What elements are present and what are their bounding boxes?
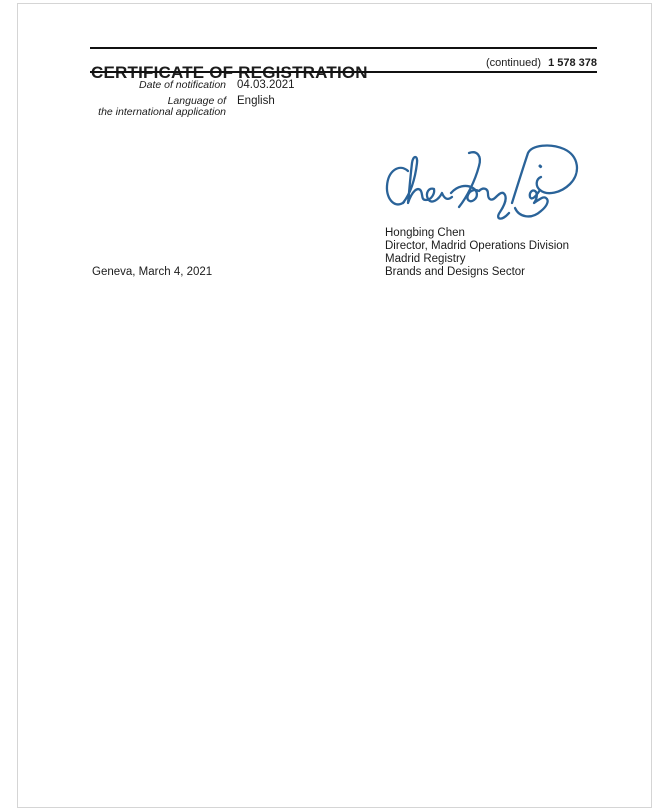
registration-number: 1 578 378 (548, 57, 597, 69)
place-and-date: Geneva, March 4, 2021 (92, 266, 213, 278)
header-bottom-rule (90, 71, 597, 73)
field-label-line: Date of notification (139, 79, 226, 91)
signer-block (385, 227, 569, 279)
signer-department: Madrid Registry (385, 253, 466, 265)
field-label-line: the international application (98, 105, 226, 118)
field-label-date-of-notification (90, 80, 226, 91)
field-label-line: Language of (167, 95, 226, 107)
field-label-language (90, 96, 226, 117)
signer-name: Hongbing Chen (385, 227, 465, 239)
header-top-rule (90, 47, 597, 49)
signature-image (383, 144, 583, 236)
signature-ink-strokes (387, 146, 577, 219)
signer-title: Director, Madrid Operations Division (385, 240, 570, 252)
continued-label: (continued) (485, 57, 541, 69)
field-value-date-of-notification: 04.03.2021 (237, 79, 295, 91)
signer-sector: Brands and Designs Sector (385, 266, 525, 278)
field-value-language: English (237, 95, 275, 107)
certificate-page (17, 3, 652, 808)
header-right-info (486, 58, 597, 69)
